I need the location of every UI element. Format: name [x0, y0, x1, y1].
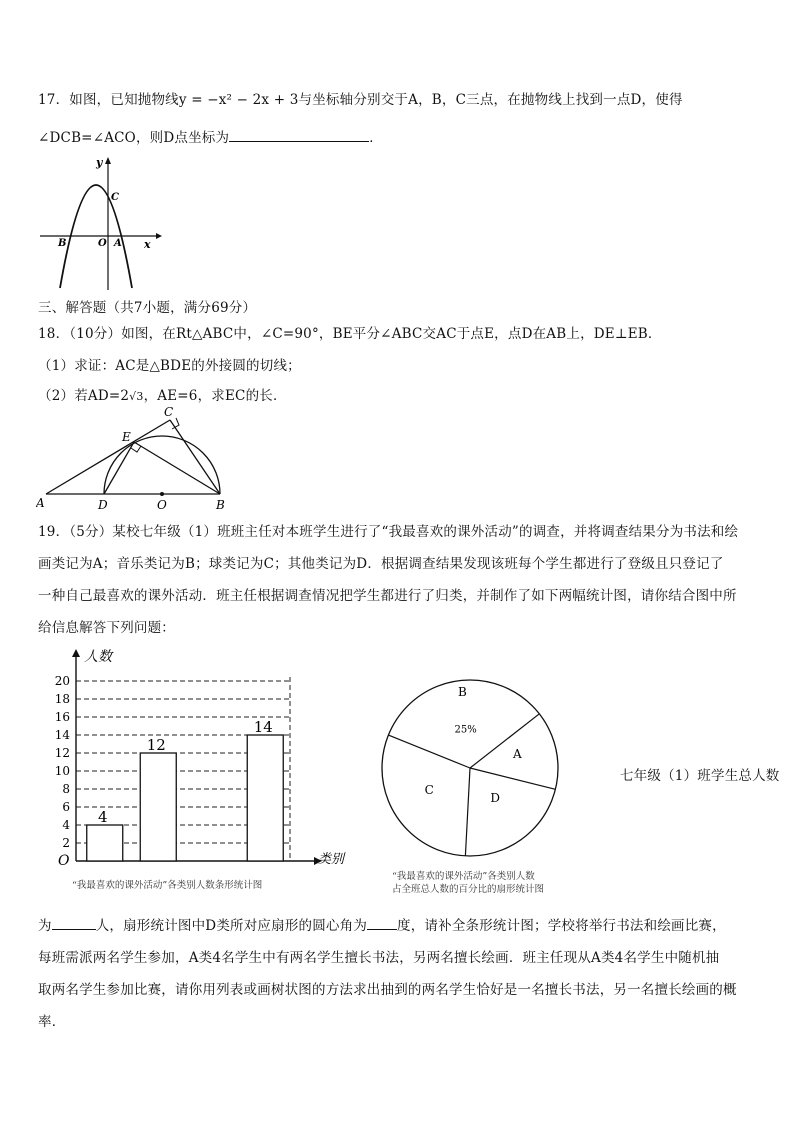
q17-answer-blank[interactable] [229, 127, 369, 142]
q19-line4: 给信息解答下列问题： [38, 620, 175, 636]
segment-cb [170, 420, 220, 494]
q18-part1: （1）求证：AC是△BDE的外接圆的切线； [38, 358, 301, 374]
q18-triangle-figure [36, 402, 236, 514]
q17-line2-end: ． [369, 130, 383, 146]
label-d: D [98, 498, 108, 512]
segment-ac [46, 420, 170, 494]
q19-line7: 取两名学生参加比赛，请你用列表或画树状图的方法求出抽到的两名学生恰好是一名擅长书法，另一名擅长绘画的概 [38, 982, 737, 998]
y-tick-label: 6 [62, 800, 70, 814]
slice-label-D: D [490, 790, 500, 805]
pie-chart-caption-2: 占全班总人数的百分比的扇形统计图 [392, 884, 545, 895]
bar-label-A: 4 [97, 808, 108, 826]
slice-percent-B: 25% [454, 724, 477, 736]
label-x: x [144, 238, 151, 251]
label-o: O [98, 238, 107, 249]
bar-B [140, 753, 176, 861]
bar-label-D: 14 [253, 718, 273, 736]
y-axis-label: 人数 [84, 649, 112, 665]
pie-chart [372, 672, 568, 868]
y-tick-label: 16 [54, 710, 70, 724]
q17-parabola-figure [38, 156, 163, 291]
y-tick-label: 20 [54, 674, 70, 688]
q17-line2-text: ∠DCB=∠ACO，则D点坐标为 [38, 130, 230, 146]
slice-label-C: C [424, 783, 434, 798]
y-tick-label: 2 [62, 836, 70, 850]
q19-angle-blank[interactable] [367, 915, 397, 930]
y-tick-label: 18 [54, 692, 70, 706]
center-point-o [160, 492, 164, 496]
segment-eb [134, 442, 220, 494]
label-a: A [36, 496, 45, 510]
q18-part2-a: （2）若AD=2 [38, 388, 130, 404]
label-e: E [122, 430, 131, 444]
label-o: O [157, 498, 167, 512]
bar-A [87, 825, 123, 861]
y-tick-label: 12 [54, 746, 70, 760]
pie-chart-caption-1: “我最喜欢的课外活动”各类别人数 [392, 871, 535, 882]
slice-label-A: A [513, 746, 522, 761]
q18-part2-root: √3 [129, 390, 144, 403]
q19-line6: 每班需派两名学生参加，A类4名学生中有两名学生擅长书法，另两名擅长绘画．班主任现从A类4名学生中随机抽 [38, 950, 720, 966]
label-c: C [164, 405, 174, 419]
q19-ans1-text: 为 [38, 918, 52, 934]
q19-ans3-text: 度，请补全条形统计图；学校将举行书法和绘画比赛， [397, 918, 726, 934]
slice-label-B: B [457, 684, 467, 699]
y-axis-arrow [72, 649, 80, 657]
q19-line2: 画类记为A；音乐类记为B；球类记为C；其他类记为D．根据调查结果发现该班每个学生都进行了登级且只登记了 [38, 556, 724, 572]
label-y: y [96, 156, 103, 169]
q18-stem: 18．（10分）如图，在Rt△ABC中，∠C=90°，BE平分∠ABC交AC于点E，点D在AB上，DE⊥EB． [38, 326, 662, 342]
q18-part2 [38, 384, 287, 404]
q19-total-blank[interactable] [52, 915, 96, 930]
bar-chart-caption: “我最喜欢的课外活动”各类别人数条形统计图 [72, 880, 263, 891]
label-a: A [114, 238, 122, 249]
q19-ans2-text: 人，扇形统计图中D类所对应扇形的圆心角为 [95, 918, 368, 934]
bar-chart [52, 645, 352, 875]
bar-label-B: 12 [146, 736, 166, 754]
y-tick-label: 10 [54, 764, 70, 778]
label-b: B [58, 238, 67, 249]
q19-line3: 一种自己最喜欢的课外活动．班主任根据调查情况把学生都进行了归类，并制作了如下两幅统计图，请你结合图中所 [38, 588, 737, 604]
q19-line8: 率． [38, 1014, 66, 1030]
q19-line5 [38, 914, 726, 934]
x-axis-arrow [156, 233, 162, 239]
right-angle-mark-e [131, 446, 141, 452]
section3-title: 三、解答题（共7小题，满分69分） [38, 300, 257, 316]
label-b: B [216, 498, 225, 512]
q19-line1: 19．（5分）某校七年级（1）班班主任对本班学生进行了“我最喜欢的课外活动”的调查，并将调查结果分为书法和绘 [38, 524, 739, 540]
label-c: C [111, 192, 119, 203]
y-tick-label: 8 [62, 782, 70, 796]
bar-D [247, 735, 283, 861]
q19-side-text: 七年级（1）班学生总人数 [620, 768, 780, 784]
origin-label: O [58, 853, 70, 869]
q18-part2-b: ，AE=6，求EC的长． [143, 388, 287, 404]
x-axis-label: 类别 [318, 852, 345, 867]
y-axis-arrow [105, 157, 111, 164]
y-tick-label: 4 [62, 818, 70, 832]
q17-line1: 17．如图，已知抛物线y = −x² − 2x + 3与坐标轴分别交于A，B，C三点，在抛物线上找到一点D，使得 [38, 92, 683, 108]
y-tick-label: 14 [54, 728, 70, 742]
q17-line2 [38, 126, 383, 146]
